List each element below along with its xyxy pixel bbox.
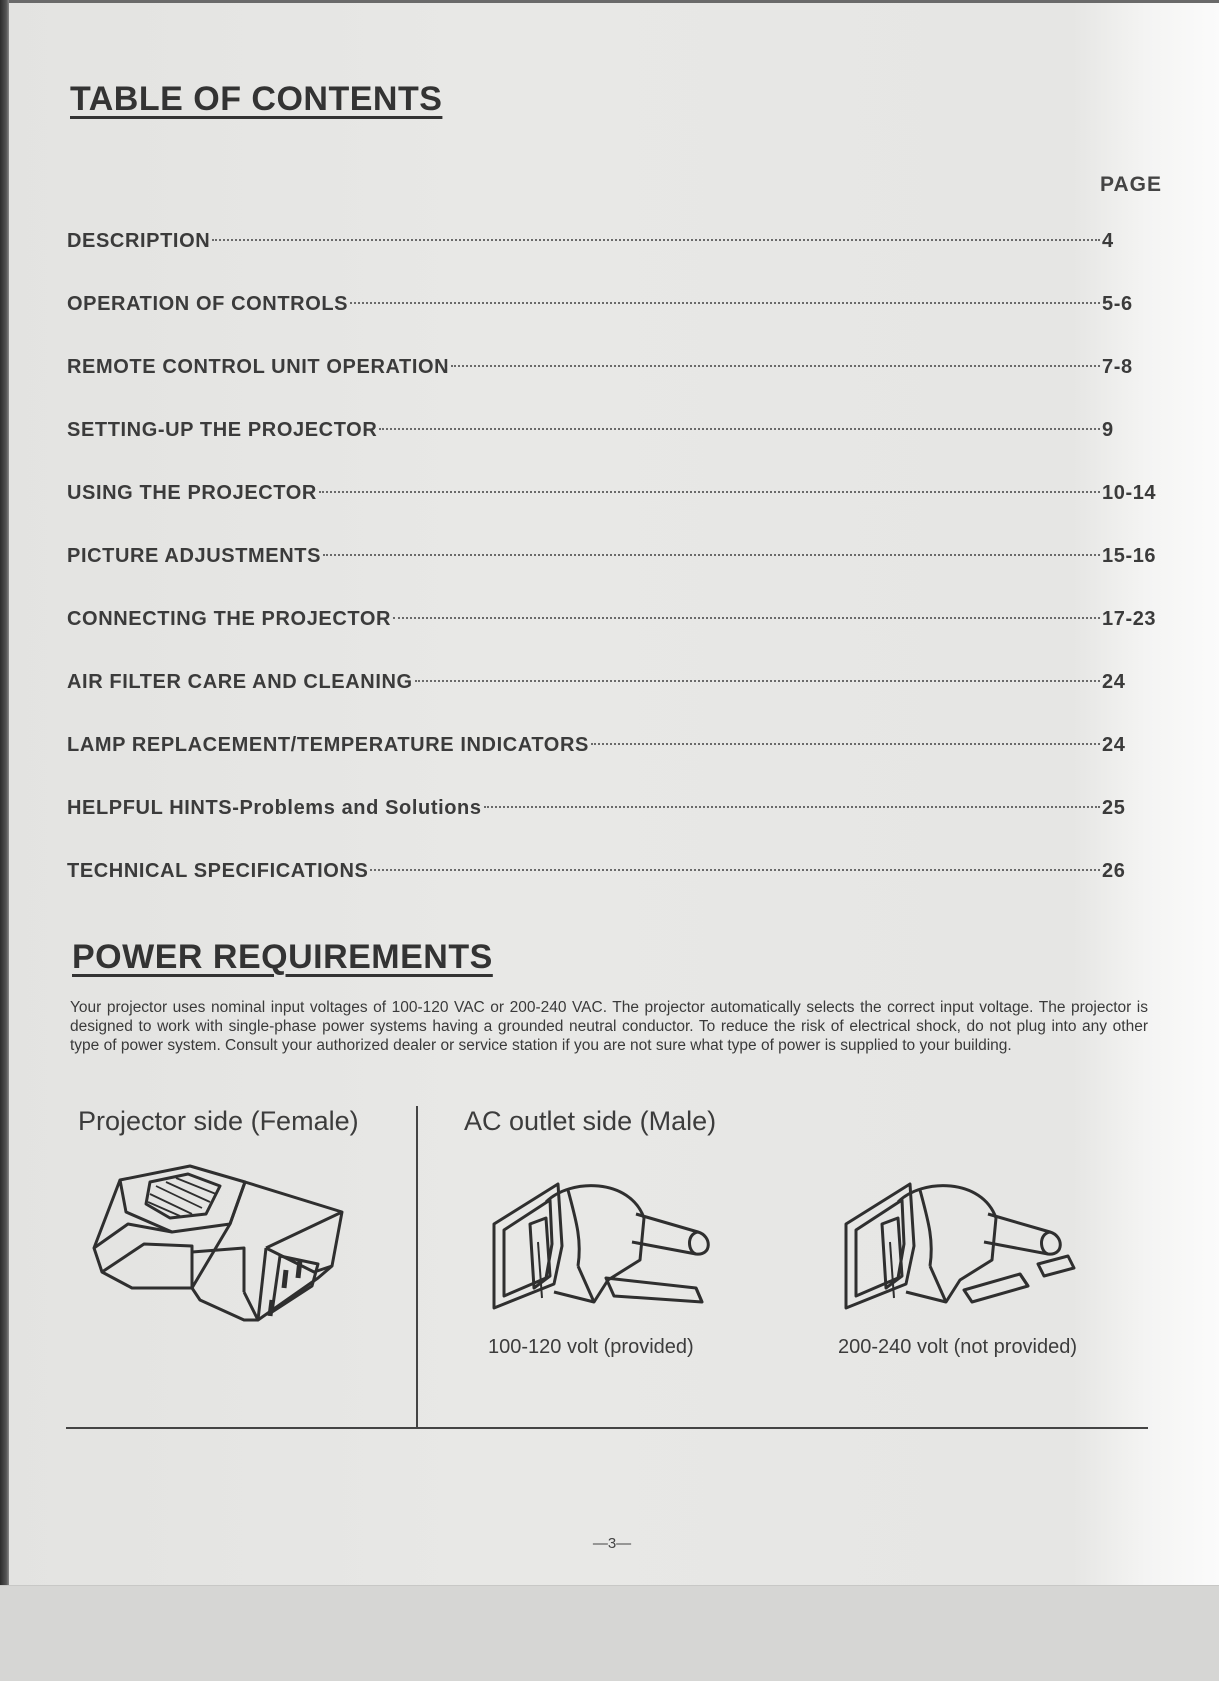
- page-top-edge: [0, 0, 1219, 3]
- toc-entry-title: DESCRIPTION: [67, 230, 211, 252]
- toc-entry: [67, 419, 1167, 449]
- toc-page-column-label: PAGE: [1100, 173, 1162, 196]
- toc-entry-title: OPERATION OF CONTROLS: [67, 293, 349, 315]
- toc-entry: [67, 860, 1167, 890]
- toc-dot-leader: [370, 868, 1100, 871]
- toc-dot-leader: [379, 427, 1100, 430]
- toc-dot-leader: [212, 238, 1100, 241]
- toc-entry-title: AIR FILTER CARE AND CLEANING: [67, 671, 413, 693]
- toc-entry: [67, 734, 1167, 764]
- power-description: Your projector uses nominal input voltages of 100-120 VAC or 200-240 VAC. The projector automatically selects the correct input voltage. The projector is designed to work with single-phase power systems having a grounded neutral conductor. To reduce the risk of electrical shock, do not plug into any other type of power system. Consult your authorized dealer or service station if you are not sure what type of power is supplied to your building.: [70, 999, 1148, 1054]
- toc-entry: [67, 356, 1167, 386]
- toc-entry: [67, 545, 1167, 575]
- toc-entry: [67, 797, 1167, 827]
- toc-entry-title: LAMP REPLACEMENT/TEMPERATURE INDICATORS: [67, 734, 589, 756]
- toc-entry-page: 10-14: [1102, 482, 1157, 504]
- toc-dot-leader: [415, 679, 1100, 682]
- toc-entry-page: 4: [1102, 230, 1114, 252]
- toc-entry-page: 5-6: [1102, 293, 1133, 315]
- toc-entry-page: 17-23: [1102, 608, 1157, 630]
- toc-dot-leader: [451, 364, 1100, 367]
- background-surface: [0, 1585, 1219, 1681]
- toc-entry-page: 24: [1102, 671, 1126, 693]
- toc-entry-page: 7-8: [1102, 356, 1133, 378]
- toc-dot-leader: [319, 490, 1100, 493]
- toc-entry-title: USING THE PROJECTOR: [67, 482, 317, 504]
- toc-heading: TABLE OF CONTENTS: [70, 80, 443, 118]
- toc-entry-title: TECHNICAL SPECIFICATIONS: [67, 860, 369, 882]
- figure-bottom-rule: [66, 1427, 1148, 1429]
- toc-entry: [67, 671, 1167, 701]
- toc-entry-title: PICTURE ADJUSTMENTS: [67, 545, 322, 567]
- toc-entry-page: 24: [1102, 734, 1126, 756]
- female-power-connector-icon: [80, 1160, 350, 1335]
- toc-entry: [67, 230, 1167, 260]
- toc-entry-title: REMOTE CONTROL UNIT OPERATION: [67, 356, 450, 378]
- toc-dot-leader: [323, 553, 1100, 556]
- toc-entry-title: CONNECTING THE PROJECTOR: [67, 608, 392, 630]
- power-heading: POWER REQUIREMENTS: [72, 938, 493, 976]
- toc-entry: [67, 293, 1167, 323]
- caption-200-240-volt: 200-240 volt (not provided): [838, 1336, 1078, 1358]
- binding-edge: [0, 0, 9, 1585]
- toc-dot-leader: [350, 301, 1100, 304]
- caption-100-120-volt: 100-120 volt (provided): [488, 1336, 694, 1358]
- toc-dot-leader: [393, 616, 1100, 619]
- toc-entry: [67, 608, 1167, 638]
- male-plug-200-240-icon: [842, 1180, 1092, 1312]
- toc-entry-page: 9: [1102, 419, 1114, 441]
- toc-entry-title: SETTING-UP THE PROJECTOR: [67, 419, 378, 441]
- toc-entry-title: HELPFUL HINTS-Problems and Solutions: [67, 797, 482, 819]
- page-number: —3—: [592, 1535, 632, 1552]
- toc-entry-page: 15-16: [1102, 545, 1157, 567]
- outlet-side-label: AC outlet side (Male): [464, 1106, 717, 1136]
- figure-vertical-divider: [416, 1106, 418, 1428]
- toc-dot-leader: [591, 742, 1100, 745]
- toc-entry: [67, 482, 1167, 512]
- toc-entry-page: 26: [1102, 860, 1126, 882]
- toc-entry-page: 25: [1102, 797, 1126, 819]
- toc-dot-leader: [484, 805, 1100, 808]
- projector-side-label: Projector side (Female): [78, 1106, 359, 1136]
- male-plug-100-120-icon: [490, 1180, 740, 1312]
